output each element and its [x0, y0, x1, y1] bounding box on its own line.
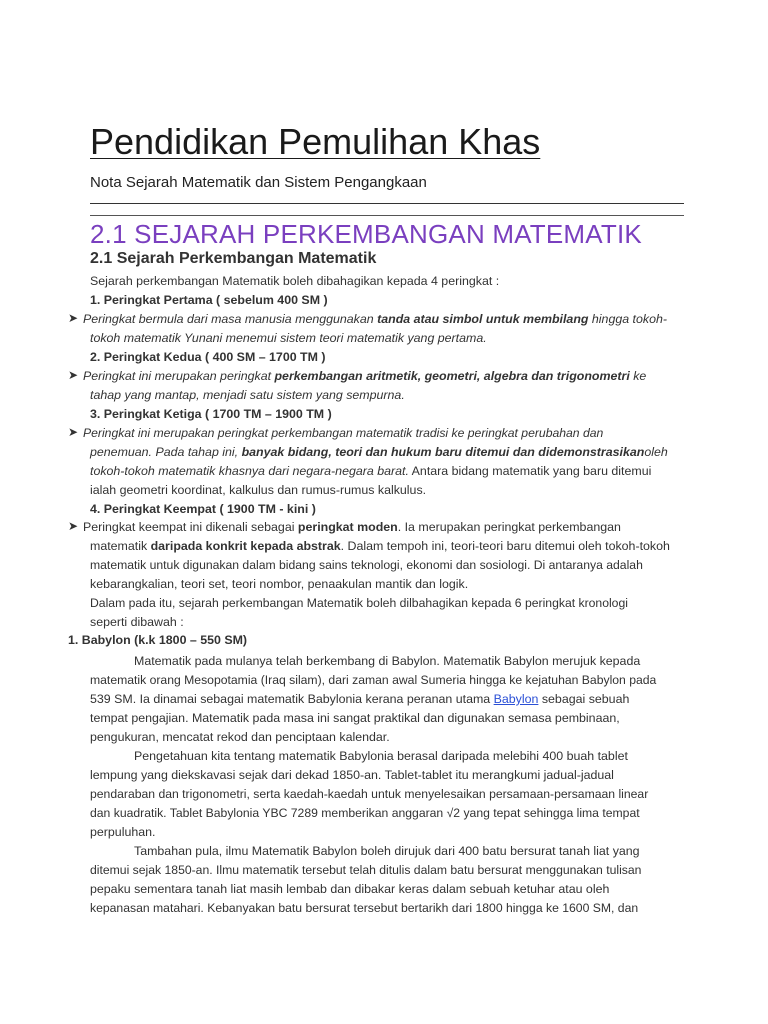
stage-1-heading: 1. Peringkat Pertama ( sebelum 400 SM ): [90, 293, 328, 307]
babylon-para-b-line-4: dan kuadratik. Tablet Babylonia YBC 7289 memberikan anggaran √2 yang tepat sehingga lima tempat: [90, 806, 640, 820]
babylon-para-c-line-3: pepaku sementara tanah liat masih lembab dan dibakar keras dalam sebuah ketuhar atau oleh: [90, 882, 610, 896]
stage-1-line-2: tokoh matematik Yunani menemui sistem teori matematik yang pertama.: [90, 331, 487, 345]
babylon-para-b-line-3: pendaraban dan trigonometri, serta kaedah-kaedah untuk menyelesaikan persamaan-persamaan linear: [90, 787, 649, 801]
document-subtitle: Nota Sejarah Matematik dan Sistem Pengangkaan: [90, 174, 427, 191]
babylon-para-b-line-2: lempung yang diekskavasi sejak dari dekad 1850-an. Tablet-tablet itu merangkumi jadual-jadual: [90, 768, 614, 782]
document-title: Pendidikan Pemulihan Khas: [90, 121, 541, 162]
divider-top: [90, 203, 684, 204]
arrow-bullet-icon: ➤: [68, 368, 79, 382]
sub-heading: 2.1 Sejarah Perkembangan Matematik: [90, 250, 377, 267]
stage-2-line-2: tahap yang mantap, menjadi satu sistem yang sempurna.: [90, 388, 405, 402]
chronology-line-1: Dalam pada itu, sejarah perkembangan Matematik boleh dilbahagikan kepada 6 peringkat kronologi: [90, 596, 628, 610]
intro-text: Sejarah perkembangan Matematik boleh dibahagikan kepada 4 peringkat :: [90, 274, 500, 288]
babylon-para-a-line-5: pengukuran, mencatat rekod dan penciptaan kalendar.: [90, 730, 390, 744]
stage-1-line-1: Peringkat bermula dari masa manusia menggunakan tanda atau simbol untuk membilang hingga tokoh-: [83, 312, 667, 326]
babylon-para-a-line-4: tempat pengajian. Matematik pada masa ini sangat praktikal dan digunakan semasa pembinaan,: [90, 711, 620, 725]
stage-4-line-4: kebarangkalian, teori set, teori nombor, penaakulan mantik dan logik.: [90, 577, 469, 591]
arrow-bullet-icon: ➤: [68, 425, 79, 439]
stage-2-line-1: Peringkat ini merupakan peringkat perkembangan aritmetik, geometri, algebra dan trigonometri ke: [83, 369, 647, 383]
arrow-bullet-icon: ➤: [68, 519, 79, 533]
babylon-para-a-line-3: 539 SM. Ia dinamai sebagai matematik Babylonia kerana peranan utama Babylon sebagai sebuah: [90, 692, 630, 706]
babylon-heading: 1. Babylon (k.k 1800 – 550 SM): [68, 633, 248, 647]
stage-2-heading: 2. Peringkat Kedua ( 400 SM – 1700 TM ): [90, 350, 326, 364]
stage-4-line-2: matematik daripada konkrit kepada abstrak. Dalam tempoh ini, teori-teori baru ditemui oleh tokoh-tokoh: [90, 539, 670, 553]
stage-4-line-1: Peringkat keempat ini dikenali sebagai peringkat moden. Ia merupakan peringkat perkembangan: [83, 520, 621, 534]
stage-3-line-3: tokoh-tokoh matematik khasnya dari negara-negara barat. Antara bidang matematik yang baru ditemui: [90, 464, 652, 478]
stage-3-line-2: penemuan. Pada tahap ini, banyak bidang, teori dan hukum baru ditemui dan didemonstrasikanoleh: [90, 445, 668, 459]
chronology-line-2: seperti dibawah :: [90, 615, 184, 629]
babylon-para-c-line-4: kepanasan matahari. Kebanyakan batu bersurat tersebut bertarikh dari 1800 hingga ke 1600 SM, dan: [90, 901, 639, 915]
divider-section: [90, 215, 684, 216]
stage-4-line-3: matematik untuk digunakan dalam bidang sains teknologi, ekonomi dan sosiologi. Di antaranya adalah: [90, 558, 643, 572]
arrow-bullet-icon: ➤: [68, 311, 79, 325]
babylon-para-c-line-1: Tambahan pula, ilmu Matematik Babylon boleh dirujuk dari 400 batu bersurat tanah liat yang: [134, 844, 640, 858]
stage-3-heading: 3. Peringkat Ketiga ( 1700 TM – 1900 TM ): [90, 407, 332, 421]
stage-3-line-1: Peringkat ini merupakan peringkat perkembangan matematik tradisi ke peringkat perubahan dan: [83, 426, 604, 440]
babylon-para-c-line-2: ditemui sejak 1850-an. Ilmu matematik tersebut telah ditulis dalam batu bersurat menggunakan tulisan: [90, 863, 642, 877]
babylon-para-b-line-5: perpuluhan.: [90, 825, 156, 839]
babylon-link[interactable]: Babylon: [493, 692, 539, 706]
babylon-para-b-line-1: Pengetahuan kita tentang matematik Babylonia berasal daripada melebihi 400 buah tablet: [134, 749, 628, 763]
babylon-para-a-line-2: matematik orang Mesopotamia (Iraq silam), dari zaman awal Sumeria hingga ke kejatuhan Babylon pada: [90, 673, 657, 687]
stage-3-line-4: ialah geometri koordinat, kalkulus dan rumus-rumus kalkulus.: [90, 483, 427, 497]
stage-4-heading: 4. Peringkat Keempat ( 1900 TM - kini ): [90, 502, 316, 516]
section-heading: 2.1 SEJARAH PERKEMBANGAN MATEMATIK: [90, 219, 642, 249]
babylon-para-a-line-1: Matematik pada mulanya telah berkembang di Babylon. Matematik Babylon merujuk kepada: [134, 654, 641, 668]
